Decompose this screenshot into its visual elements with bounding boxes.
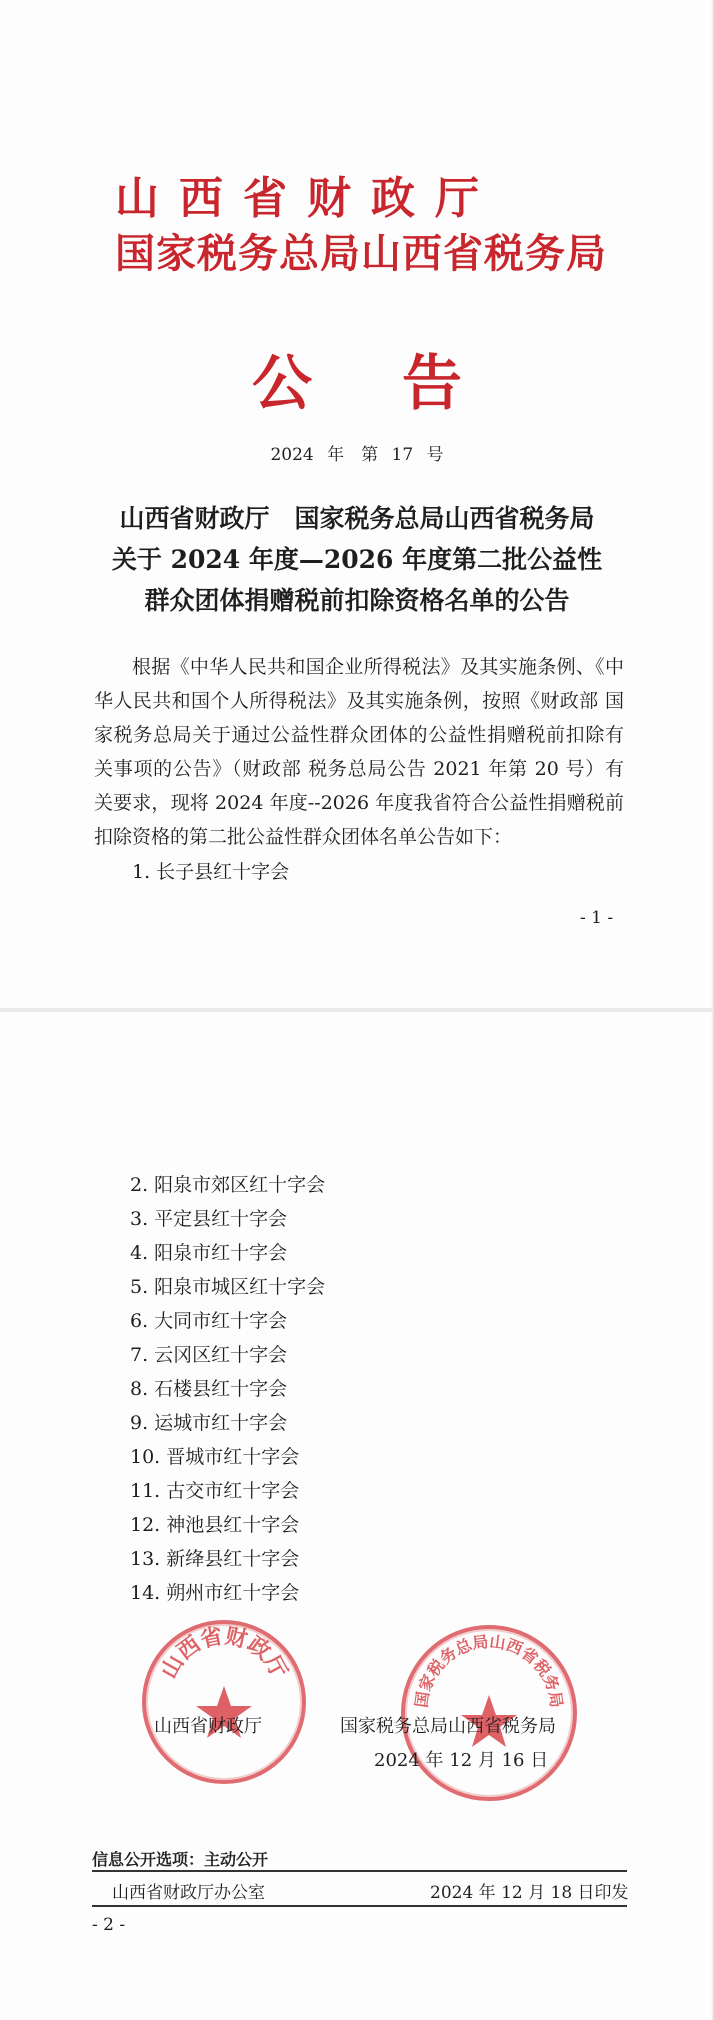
document-title	[0, 498, 714, 621]
header-tax-bureau: 国家税务总局山西省税务局	[115, 230, 607, 277]
organization-list	[130, 1168, 325, 1610]
svg-text:山西省财政厅	[156, 1624, 292, 1683]
seal-left-text: 山西省财政厅	[155, 1624, 293, 1683]
list-item: 2. 阳泉市郊区红十字会	[130, 1174, 326, 1196]
title-line-2: 关于 2024 年度—2026 年度第二批公益性	[111, 545, 603, 574]
body-paragraph: 根据《中华人民共和国企业所得税法》及其实施条例、《中华人民共和国个人所得税法》及其实施条例，按照《财政部 国家税务总局关于通过公益性群众团体的公益性捐赠税前扣除有关事项的公告》（财政部 税务总局公告 2021 年第 20 号）有关要求，现将 2024 年度--2026 年度我省符合公益性捐赠税前扣除资格的第二批公益性群众团体名单公告如下：	[94, 656, 624, 848]
header-department: 山西省财政厅	[115, 173, 499, 224]
body-text	[94, 650, 624, 854]
list-item: 9. 运城市红十字会	[130, 1412, 288, 1434]
issuing-office: 山西省财政厅办公室	[112, 1883, 265, 1903]
title-line-3: 群众团体捐赠税前扣除资格名单的公告	[144, 586, 570, 615]
seal-right-text: 国家税务总局山西省税务局	[411, 1631, 567, 1709]
signature-tax-bureau: 国家税务总局山西省税务局	[340, 1716, 556, 1737]
list-item: 4. 阳泉市红十字会	[130, 1242, 288, 1264]
list-item: 12. 神池县红十字会	[130, 1514, 300, 1536]
header-notice: 公告	[252, 349, 552, 419]
list-item: 8. 石楼县红十字会	[130, 1378, 288, 1400]
list-item: 7. 云冈区红十字会	[130, 1344, 288, 1366]
signature-department: 山西省财政厅	[154, 1716, 262, 1737]
footer-rule-bottom	[92, 1905, 627, 1907]
list-item: 13. 新绛县红十字会	[130, 1548, 300, 1570]
list-item: 14. 朔州市红十字会	[130, 1582, 300, 1604]
page-number-2: - 2 -	[92, 1915, 126, 1935]
department-seal	[142, 1620, 306, 1784]
footer-rule-top	[92, 1870, 627, 1872]
page-number-1: - 1 -	[580, 908, 614, 928]
list-item: 10. 晋城市红十字会	[130, 1446, 300, 1468]
print-date: 2024 年 12 月 18 日印发	[430, 1883, 629, 1903]
info-disclosure-option: 信息公开选项：主动公开	[92, 1850, 269, 1869]
list-item: 6. 大同市红十字会	[130, 1310, 288, 1332]
document-number: 2024 年 第 17 号	[270, 445, 444, 465]
list-item: 3. 平定县红十字会	[130, 1208, 288, 1230]
list-item: 5. 阳泉市城区红十字会	[130, 1276, 326, 1298]
signature-date: 2024 年 12 月 16 日	[374, 1750, 549, 1771]
list-item: 11. 古交市红十字会	[130, 1480, 300, 1502]
title-line-1: 山西省财政厅 国家税务总局山西省税务局	[119, 504, 595, 533]
list-item-1: 1. 长子县红十字会	[132, 861, 290, 883]
